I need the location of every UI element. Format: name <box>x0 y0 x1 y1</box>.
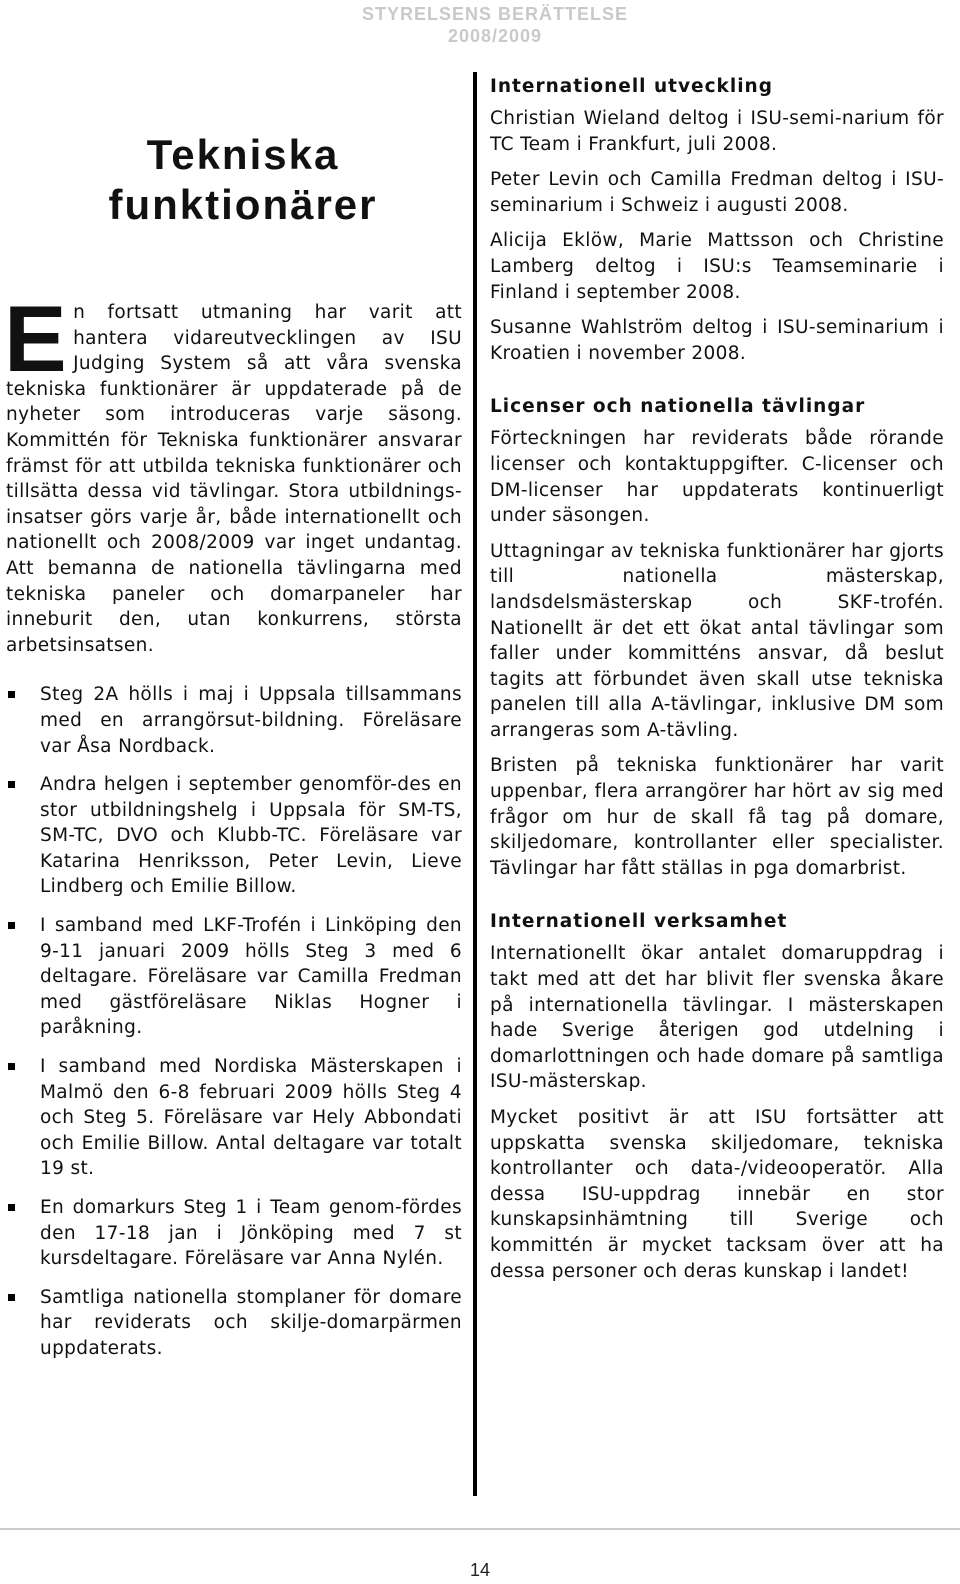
paragraph: Bristen på tekniska funktionärer har varit uppenbar, flera arrangörer har hört av sig med frågor om hur de skall få tag på domare, skiljedomare, kontrollanter eller specialister. Tävlingar har fått ställas in pga domarbrist. <box>490 755 944 879</box>
square-bullet-icon <box>8 691 15 698</box>
list-item <box>6 1195 462 1272</box>
list-item-text: I samband med Nordiska Mästerskapen i Malmö den 6-8 februari 2009 hölls Steg 4 och Steg 5. Föreläsare var Hely Abbondati och Emilie Billow. Antal deltagare var totalt 19 st. <box>40 1056 462 1180</box>
running-header-year: 2008/2009 <box>447 26 543 46</box>
paragraph: Peter Levin och Camilla Fredman deltog i ISU-seminarium i Schweiz i augusti 2008. <box>490 169 944 216</box>
section-heading: Internationell verksamhet <box>490 911 788 933</box>
course-list <box>6 682 462 1361</box>
list-item <box>6 772 462 900</box>
running-header-title: STYRELSENS BERÄTTELSE <box>361 4 629 24</box>
paragraph: Internationellt ökar antalet domaruppdrag i takt med att det har blivit fler svenska åkare på internationella tävlingar. I mästerskapen hade Sverige återigen god utdelning i domarlottningen och hade domare på samtliga ISU-mästerskap. <box>490 943 944 1093</box>
square-bullet-icon <box>8 1063 15 1070</box>
footer-rule <box>0 1528 960 1530</box>
intro-paragraph <box>4 286 462 658</box>
section-heading: Internationell utveckling <box>490 76 773 97</box>
section-heading: Licenser och nationella tävlingar <box>490 396 866 418</box>
page-title-line1: Tekniska <box>146 131 340 178</box>
square-bullet-icon <box>8 781 15 788</box>
list-item-text: Steg 2A hölls i maj i Uppsala tillsammans med en arrangörsut-bildning. Föreläsare var Åsa Nordback. <box>40 684 462 757</box>
list-item-text: Samtliga nationella stomplaner för domare har reviderats och skilje-domarpärmen uppdaterats. <box>40 1286 462 1359</box>
paragraph: Uttagningar av tekniska funktionärer har gjorts till nationella mästerskap, landsdelsmästerskap och SKF-trofén. Nationellt är det ett ökat antal tävlingar som faller under kommitténs ansvar, då beslut tagits att förbundet även skall utse tekniska panelen till alla A-tävlingar, inklusive DM som arrangeras som A-tävling. <box>490 540 944 741</box>
page-title-line2: funktionärer <box>108 181 378 228</box>
square-bullet-icon <box>8 1204 15 1211</box>
list-item-text: Andra helgen i september genomför-des en stor utbildningshelg i Uppsala för SM-TS, SM-TC, DVO och Klubb-TC. Föreläsare var Katarina Henriksson, Peter Levin, Lieve Lindberg och Emilie Billow. <box>40 774 462 898</box>
list-item <box>6 913 462 1041</box>
column-divider <box>473 72 477 1496</box>
running-header <box>0 0 960 62</box>
section-licenses <box>490 394 944 881</box>
section-international-development <box>490 74 944 366</box>
drop-cap: E <box>4 286 68 391</box>
intro-text: n fortsatt utmaning har varit att hantera vidareutvecklingen av ISU Judging System så att våra svenska tekniska funktionärer är uppdaterade på de nyheter som introduceras varje säsong. Kommittén för Tekniska funktionärer ansvarar främst för att utbilda tekniska funktionärer och tillsätta dessa vid tävlingar. Stora utbildnings-insatser görs varje år, både internationellt och nationellt och 2008/2009 var inget undantag. Att bemanna de nationella tävlingarna med tekniska paneler och domarpaneler har inneburit den, utan konkurrens, största arbetsinsatsen. <box>6 302 462 656</box>
square-bullet-icon <box>8 922 15 929</box>
list-item <box>6 1054 462 1182</box>
paragraph: Förteckningen har reviderats både rörande licenser och kontaktuppgifter. C-licenser och DM-licenser har uppdaterats kontinuerligt under säsongen. <box>490 428 944 527</box>
page-number: 14 <box>469 1560 491 1580</box>
square-bullet-icon <box>8 1294 15 1301</box>
list-item <box>6 1285 462 1362</box>
left-column <box>6 120 462 1375</box>
page-title <box>6 130 462 230</box>
paragraph: Christian Wieland deltog i ISU-semi-narium för TC Team i Frankfurt, juli 2008. <box>490 108 944 155</box>
list-item <box>6 682 462 759</box>
paragraph: Mycket positivt är att ISU fortsätter att uppskatta svenska skiljedomare, tekniska kontrollanter och data-/videooperatör. Alla dessa ISU-uppdrag innebär en stor kunskapsinhämtning till Sverige och kommittén är mycket tacksam över att ha dessa personer och deras kunskap i landet! <box>490 1107 944 1282</box>
list-item-text: En domarkurs Steg 1 i Team genom-fördes den 17-18 jan i Jönköping med 7 st kursdeltagare. Föreläsare var Anna Nylén. <box>40 1197 462 1270</box>
paragraph: Alicija Eklöw, Marie Mattsson och Christine Lamberg deltog i ISU:s Teamseminarie i Finland i september 2008. <box>490 230 944 303</box>
right-column <box>490 74 944 1294</box>
section-international-activity <box>490 909 944 1284</box>
paragraph: Susanne Wahlström deltog i ISU-seminarium i Kroatien i november 2008. <box>490 317 944 364</box>
list-item-text: I samband med LKF-Trofén i Linköping den 9-11 januari 2009 hölls Steg 3 med 6 deltagare. Föreläsare var Camilla Fredman med gästföreläsare Niklas Hogner i paråkning. <box>40 915 462 1039</box>
